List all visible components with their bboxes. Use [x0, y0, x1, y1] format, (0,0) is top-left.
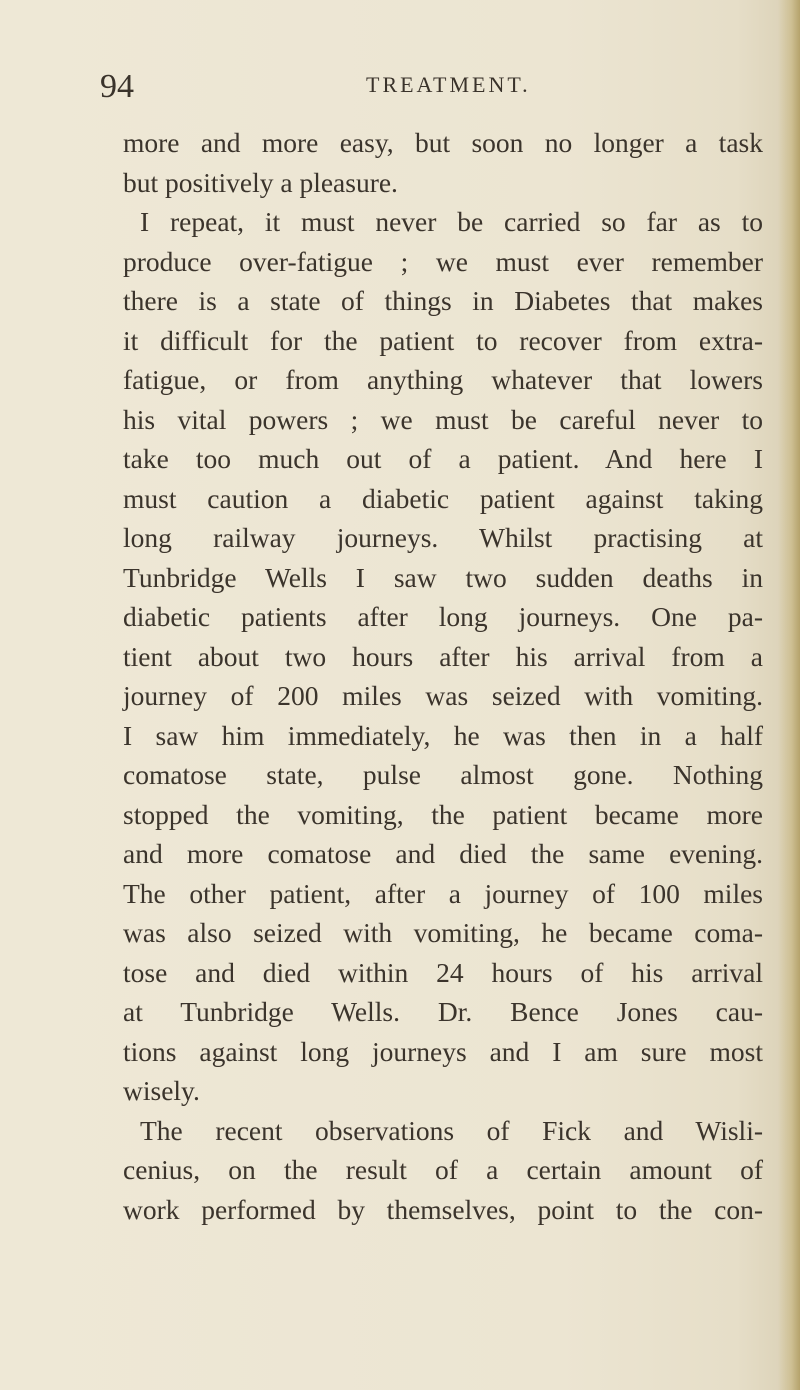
page-edge-shadow: [778, 0, 800, 1390]
text-line: The other patient, after a journey of 100 miles: [123, 877, 763, 909]
text-line: diabetic patients after long journeys. One pa-: [123, 601, 763, 632]
text-line: and more comatose and died the same evening.: [123, 838, 763, 869]
text-line: tions against long journeys and I am sure most: [123, 1035, 763, 1067]
text-line: I saw him immediately, he was then in a half: [123, 719, 763, 751]
text-line: stopped the vomiting, the patient became more: [123, 798, 763, 830]
page-header: [0, 60, 800, 110]
text-line: must caution a diabetic patient against taking: [123, 482, 763, 514]
text-line: cenius, on the result of a certain amount of: [123, 1154, 763, 1185]
text-line: was also seized with vomiting, he became coma-: [123, 917, 763, 948]
text-line: more and more easy, but soon no longer a task: [123, 127, 763, 158]
text-line: at Tunbridge Wells. Dr. Bence Jones cau-: [123, 996, 763, 1027]
text-line: journey of 200 miles was seized with vomiting.: [123, 680, 763, 711]
text-line: take too much out of a patient. And here I: [123, 443, 763, 474]
text-line: there is a state of things in Diabetes that makes: [123, 285, 763, 316]
text-line: work performed by themselves, point to the con-: [123, 1193, 763, 1225]
text-line: his vital powers ; we must be careful never to: [123, 403, 763, 435]
page-number: 94: [100, 68, 134, 105]
running-head: TREATMENT.: [366, 72, 531, 97]
text-line: tose and died within 24 hours of his arrival: [123, 956, 763, 988]
text-line: tient about two hours after his arrival from a: [123, 640, 763, 672]
text-line: produce over-fatigue ; we must ever remember: [123, 245, 763, 277]
body-text: [123, 123, 763, 1229]
text-line: Tunbridge Wells I saw two sudden deaths in: [123, 561, 763, 593]
text-line: fatigue, or from anything whatever that lowers: [123, 364, 763, 395]
text-line: but positively a pleasure.: [123, 166, 398, 198]
text-line: long railway journeys. Whilst practising at: [123, 522, 763, 553]
text-line: wisely.: [123, 1075, 200, 1106]
text-line: The recent observations of Fick and Wisli-: [140, 1114, 763, 1146]
text-line: comatose state, pulse almost gone. Nothing: [123, 759, 763, 790]
text-line: I repeat, it must never be carried so far as to: [140, 206, 763, 237]
text-line: it difficult for the patient to recover from extra-: [123, 324, 763, 356]
